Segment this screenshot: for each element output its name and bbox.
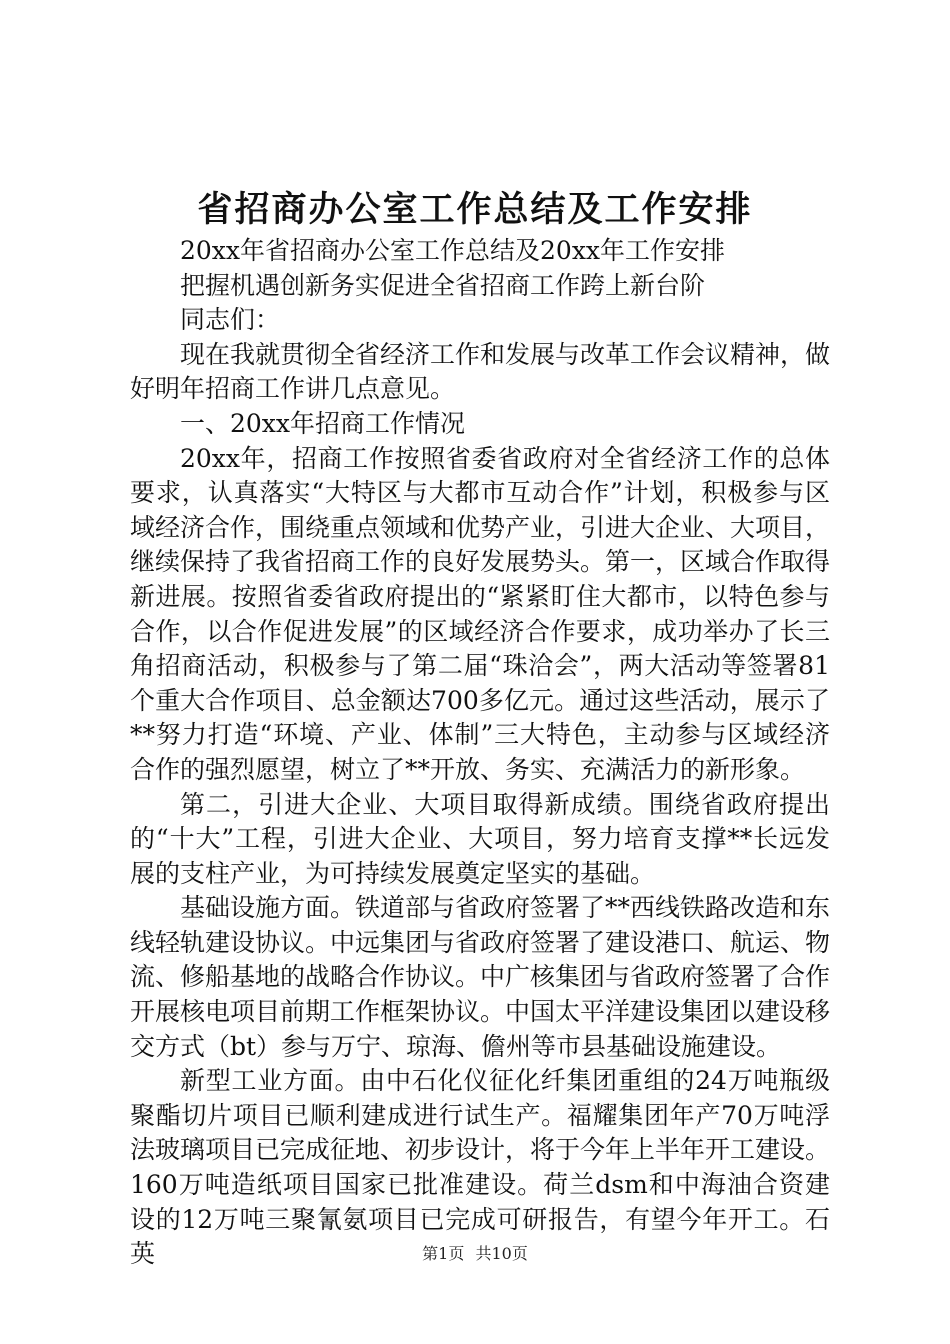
document-title: 省招商办公室工作总结及工作安排 — [197, 189, 753, 230]
page-number: 第1页 — [422, 1244, 465, 1263]
subtitle-paragraph: 20xx年省招商办公室工作总结及20xx年工作安排 — [180, 236, 726, 265]
page-footer — [0, 1243, 950, 1265]
salutation-paragraph: 同志们： — [180, 305, 281, 335]
body-paragraph: 基础设施方面。铁道部与省政府签署了**西线铁路改造和东线轻轨建设协议。中远集团与省政府签署了建设港口、航运、物流、修船基地的战略合作协议。中广核集团与省政府签署了合作开展核电项目前期工作框架协议。中国太平洋建设集团以建设移交方式（bt）参与万宁、琼海、儋州等市县基础设施建设。 — [130, 893, 831, 1061]
body-paragraph: 新型工业方面。由中石化仪征化纤集团重组的24万吨瓶级聚酯切片项目已顺利建成进行试生产。福耀集团年产70万吨浮法玻璃项目已完成征地、初步设计，将于今年上半年开工建设。160万吨造纸项目国家已批准建设。荷兰dsm和中海油合资建设的12万吨三聚氰氨项目已完成可研报告，有望今年开工。石英 — [130, 1066, 831, 1269]
body-paragraph: 现在我就贯彻全省经济工作和发展与改革工作会议精神，做好明年招商工作讲几点意见。 — [130, 339, 831, 404]
document-body — [130, 234, 830, 1272]
section-heading: 一、20xx年招商工作情况 — [180, 408, 466, 438]
subtitle-paragraph: 把握机遇创新务实促进全省招商工作跨上新台阶 — [180, 270, 706, 300]
body-paragraph: 20xx年，招商工作按照省委省政府对全省经济工作的总体要求，认真落实“大特区与大都市互动合作”计划，积极参与区域经济合作，围绕重点领域和优势产业，引进大企业、大项目，继续保持了我省招商工作的良好发展势头。第一，区域合作取得新进展。按照省委省政府提出的“紧紧盯住大都市，以特色参与合作，以合作促进发展”的区域经济合作要求，成功举办了长三角招商活动，积极参与了第二届“珠洽会”，两大活动等签署81个重大合作项目、总金额达700多亿元。通过这些活动，展示了**努力打造“环境、产业、体制”三大特色，主动参与区域经济合作的强烈愿望，树立了**开放、务实、充满活力的新形象。 — [130, 443, 831, 784]
total-pages: 共10页 — [475, 1244, 528, 1263]
body-paragraph: 第二，引进大企业、大项目取得新成绩。围绕省政府提出的“十大”工程，引进大企业、大项目，努力培育支撑**长远发展的支柱产业，为可持续发展奠定坚实的基础。 — [130, 789, 830, 888]
